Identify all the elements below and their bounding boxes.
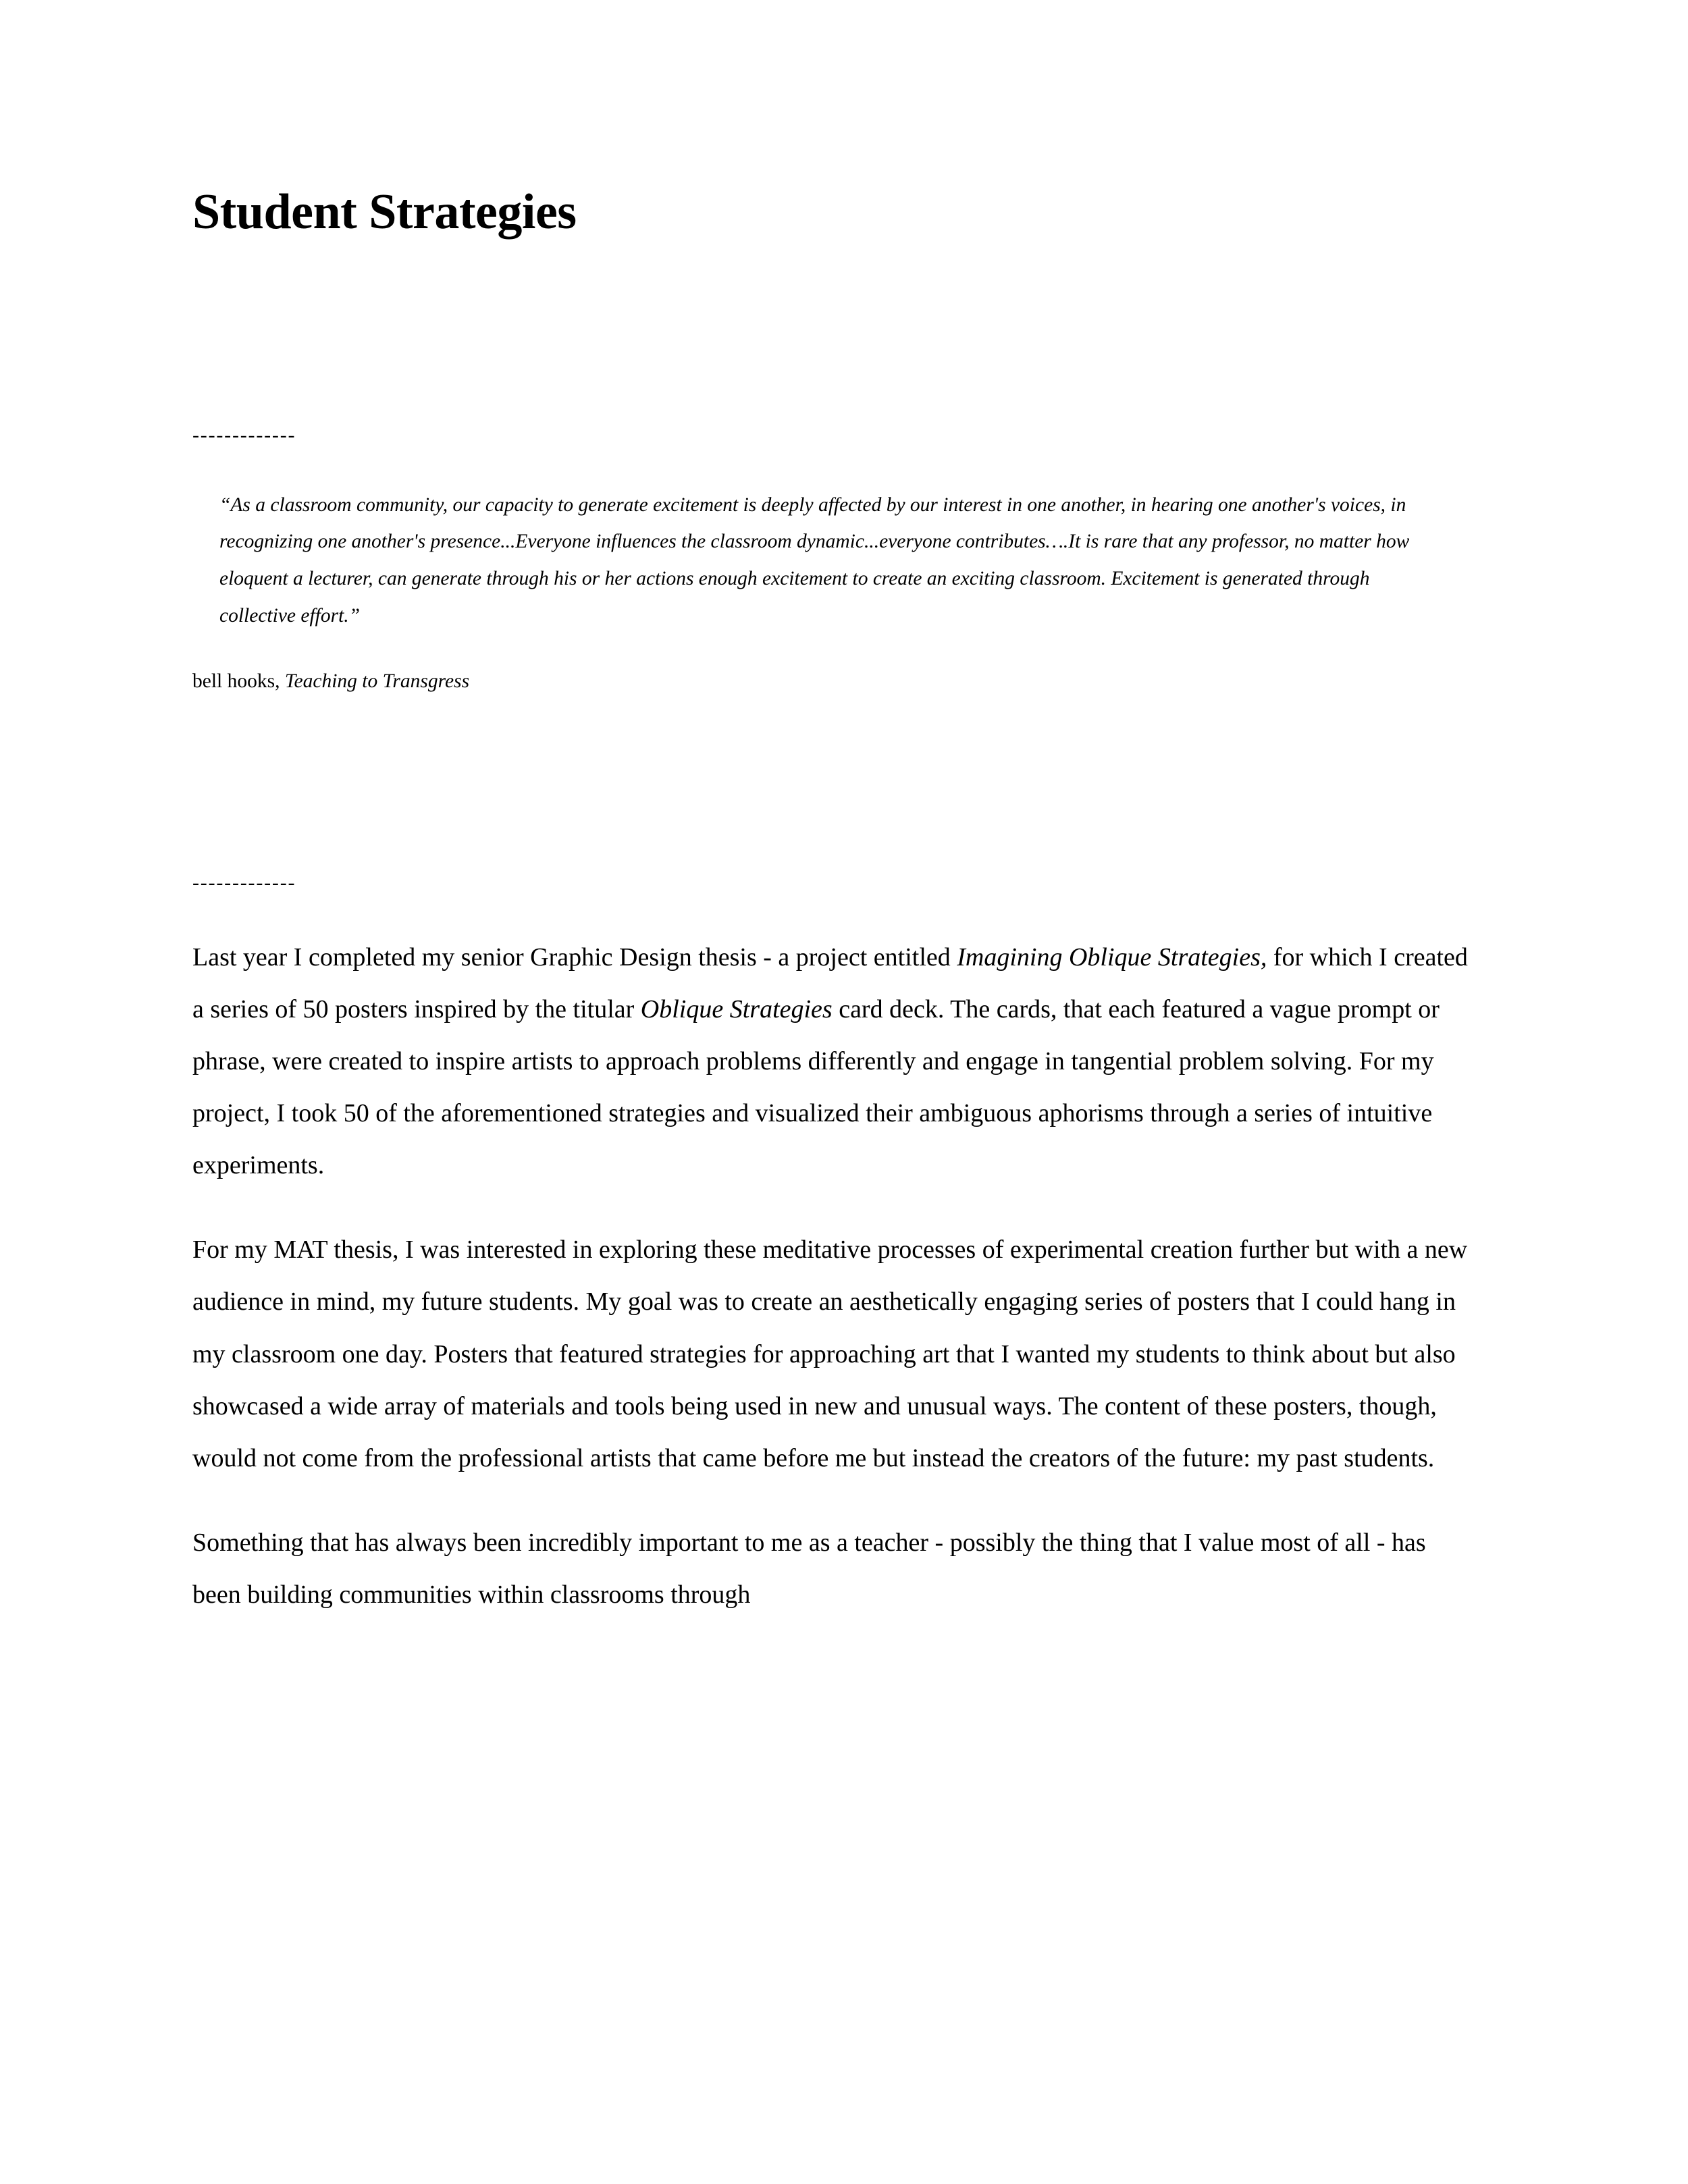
paragraph-1 [192,932,1469,1192]
italic-run: Oblique Strategies [640,994,833,1023]
separator-bottom: ------------- [192,872,296,895]
quote-author: bell hooks, [192,670,285,693]
text-run: Something that has always been incredibly important to me as a teacher - possibly the thing that I value most of all - has been building communities within classrooms through [192,1528,1426,1609]
paragraph-2 [192,1224,1469,1485]
paragraph-3 [192,1517,1469,1621]
separator-top: ------------- [192,424,296,447]
page-title: Student Strategies [192,184,577,240]
text-run: card deck. The cards, that each featured a vague prompt or phrase, were created to inspire artists to approach problems differently and engage in tangential problem solving. For my project, I took 50 of the aforementioned strategies and visualized their ambiguous aphorisms through a series of intuitive experiments. [192,994,1440,1180]
pull-quote-text: “As a classroom community, our capacity to generate excitement is deeply affected by our interest in one another, in hearing one another's voices, in recognizing one another's presence...Everyone influences the classroom dynamic...everyone contributes….It is rare that any professor, no matter how eloquent a lecturer, can generate through his or her actions enough excitement to create an exciting classroom. Excitement is generated through collective effort.” [219,494,1410,627]
quote-attribution [192,664,1469,699]
text-run: for which I created a series of 50 posters inspired by the titular [192,942,1468,1023]
document-content [192,0,1469,1621]
italic-run: Imagining Oblique Strategies, [957,942,1267,971]
quote-work-title: Teaching to Transgress [284,670,470,693]
text-run: For my MAT thesis, I was interested in exploring these meditative processes of experimental creation further but with a new audience in mind, my future students. My goal was to create an aesthetically engaging series of posters that I could hang in my classroom one day. Posters that featured strategies for approaching art that I wanted my students to think about but also showcased a wide array of materials and tools being used in new and unusual ways. The content of these posters, though, would not come from the professional artists that came before me but instead the creators of the future: my past students. [192,1235,1468,1472]
text-run: Last year I completed my senior Graphic Design thesis - a project entitled [192,942,957,971]
pull-quote [219,487,1442,635]
body-copy [192,932,1469,1622]
